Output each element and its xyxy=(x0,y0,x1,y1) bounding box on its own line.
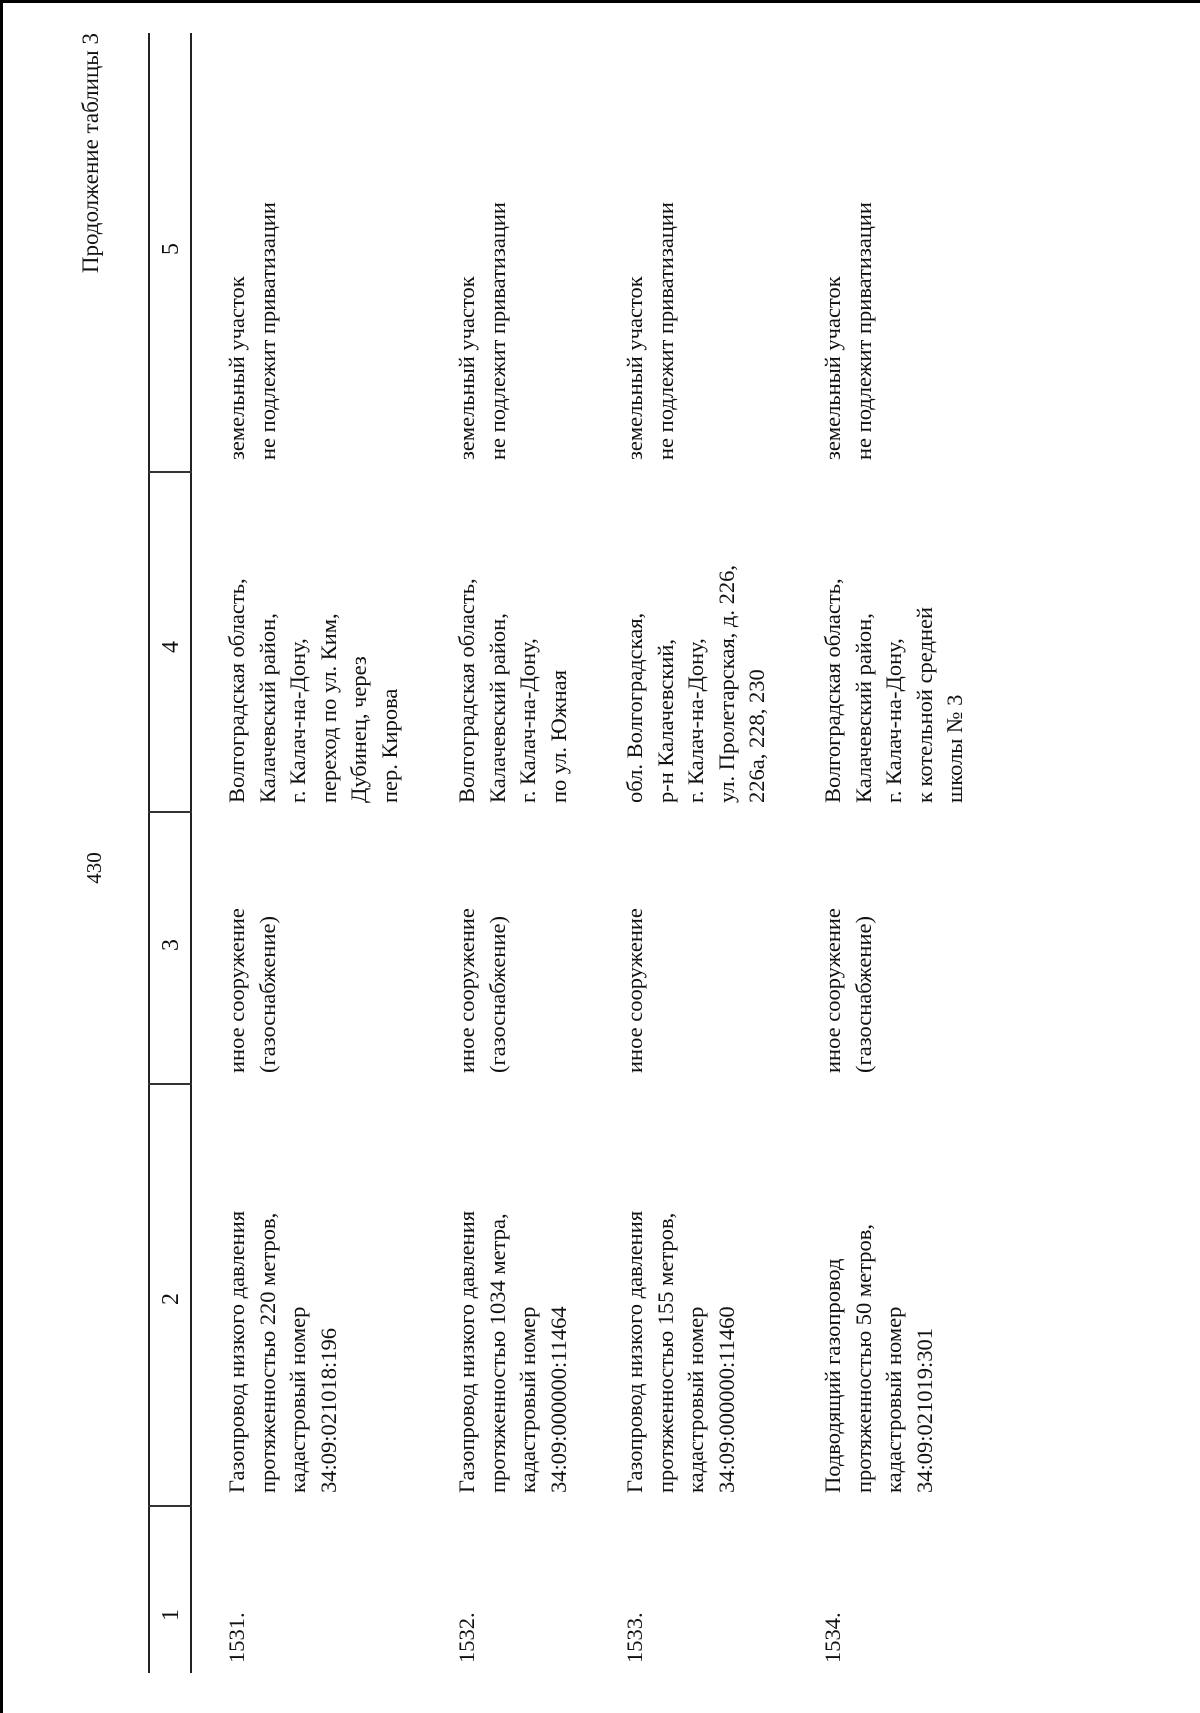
object-name: Газопровод низкого давления протяженностью 220 метров, кадастровый номер 34:09:021018:196 xyxy=(224,1210,341,1493)
column-number-5: 5 xyxy=(158,243,184,255)
row-number: 1531. xyxy=(224,1612,249,1663)
object-address: обл. Волгоградская, р-н Калачевский, г. Калач-на-Дону, ул. Пролетарская, д. 226, 226а, 228, 230 xyxy=(622,565,769,803)
column-number-3: 3 xyxy=(158,939,184,951)
column-number-2: 2 xyxy=(158,1293,184,1305)
page-number: 430 xyxy=(82,852,106,884)
object-type: иное сооружение (газоснабжение) xyxy=(224,908,280,1073)
column-divider-3 xyxy=(148,811,192,813)
column-divider-4 xyxy=(148,471,192,473)
column-number-4: 4 xyxy=(158,641,184,653)
object-type: иное сооружение (газоснабжение) xyxy=(454,908,510,1073)
object-address: Волгоградская область, Калачевский район, г. Калач-на-Дону, к котельной средней школы № 3 xyxy=(820,578,967,803)
row-number: 1532. xyxy=(454,1612,479,1663)
object-type: иное сооружение (газоснабжение) xyxy=(820,908,876,1073)
object-note: земельный участок не подлежит приватизации xyxy=(820,202,876,460)
object-note: земельный участок не подлежит приватизации xyxy=(224,202,280,460)
continuation-label: Продолжение таблицы 3 xyxy=(78,33,103,274)
object-note: земельный участок не подлежит приватизации xyxy=(622,202,678,460)
table-header-bottom-border xyxy=(190,33,192,1673)
object-name: Газопровод низкого давления протяженностью 155 метров, кадастровый номер 34:09:000000:11460 xyxy=(622,1210,739,1493)
column-number-1: 1 xyxy=(158,1609,184,1621)
object-address: Волгоградская область, Калачевский район, г. Калач-на-Дону, по ул. Южная xyxy=(454,578,571,803)
object-name: Газопровод низкого давления протяженностью 1034 метра, кадастровый номер 34:09:000000:11464 xyxy=(454,1210,571,1493)
object-name: Подводящий газопровод протяженностью 50 метров, кадастровый номер 34:09:021019:301 xyxy=(820,1224,937,1493)
object-address: Волгоградская область, Калачевский район, г. Калач-на-Дону, переход по ул. Ким, Дубинец, через пер. Кирова xyxy=(224,578,402,803)
row-number: 1533. xyxy=(622,1612,647,1663)
column-divider-1 xyxy=(148,1505,192,1507)
table-top-border xyxy=(148,33,150,1673)
object-type: иное сооружение xyxy=(622,908,647,1073)
row-number: 1534. xyxy=(820,1612,845,1663)
object-note: земельный участок не подлежит приватизации xyxy=(454,202,510,460)
column-divider-2 xyxy=(148,1083,192,1085)
